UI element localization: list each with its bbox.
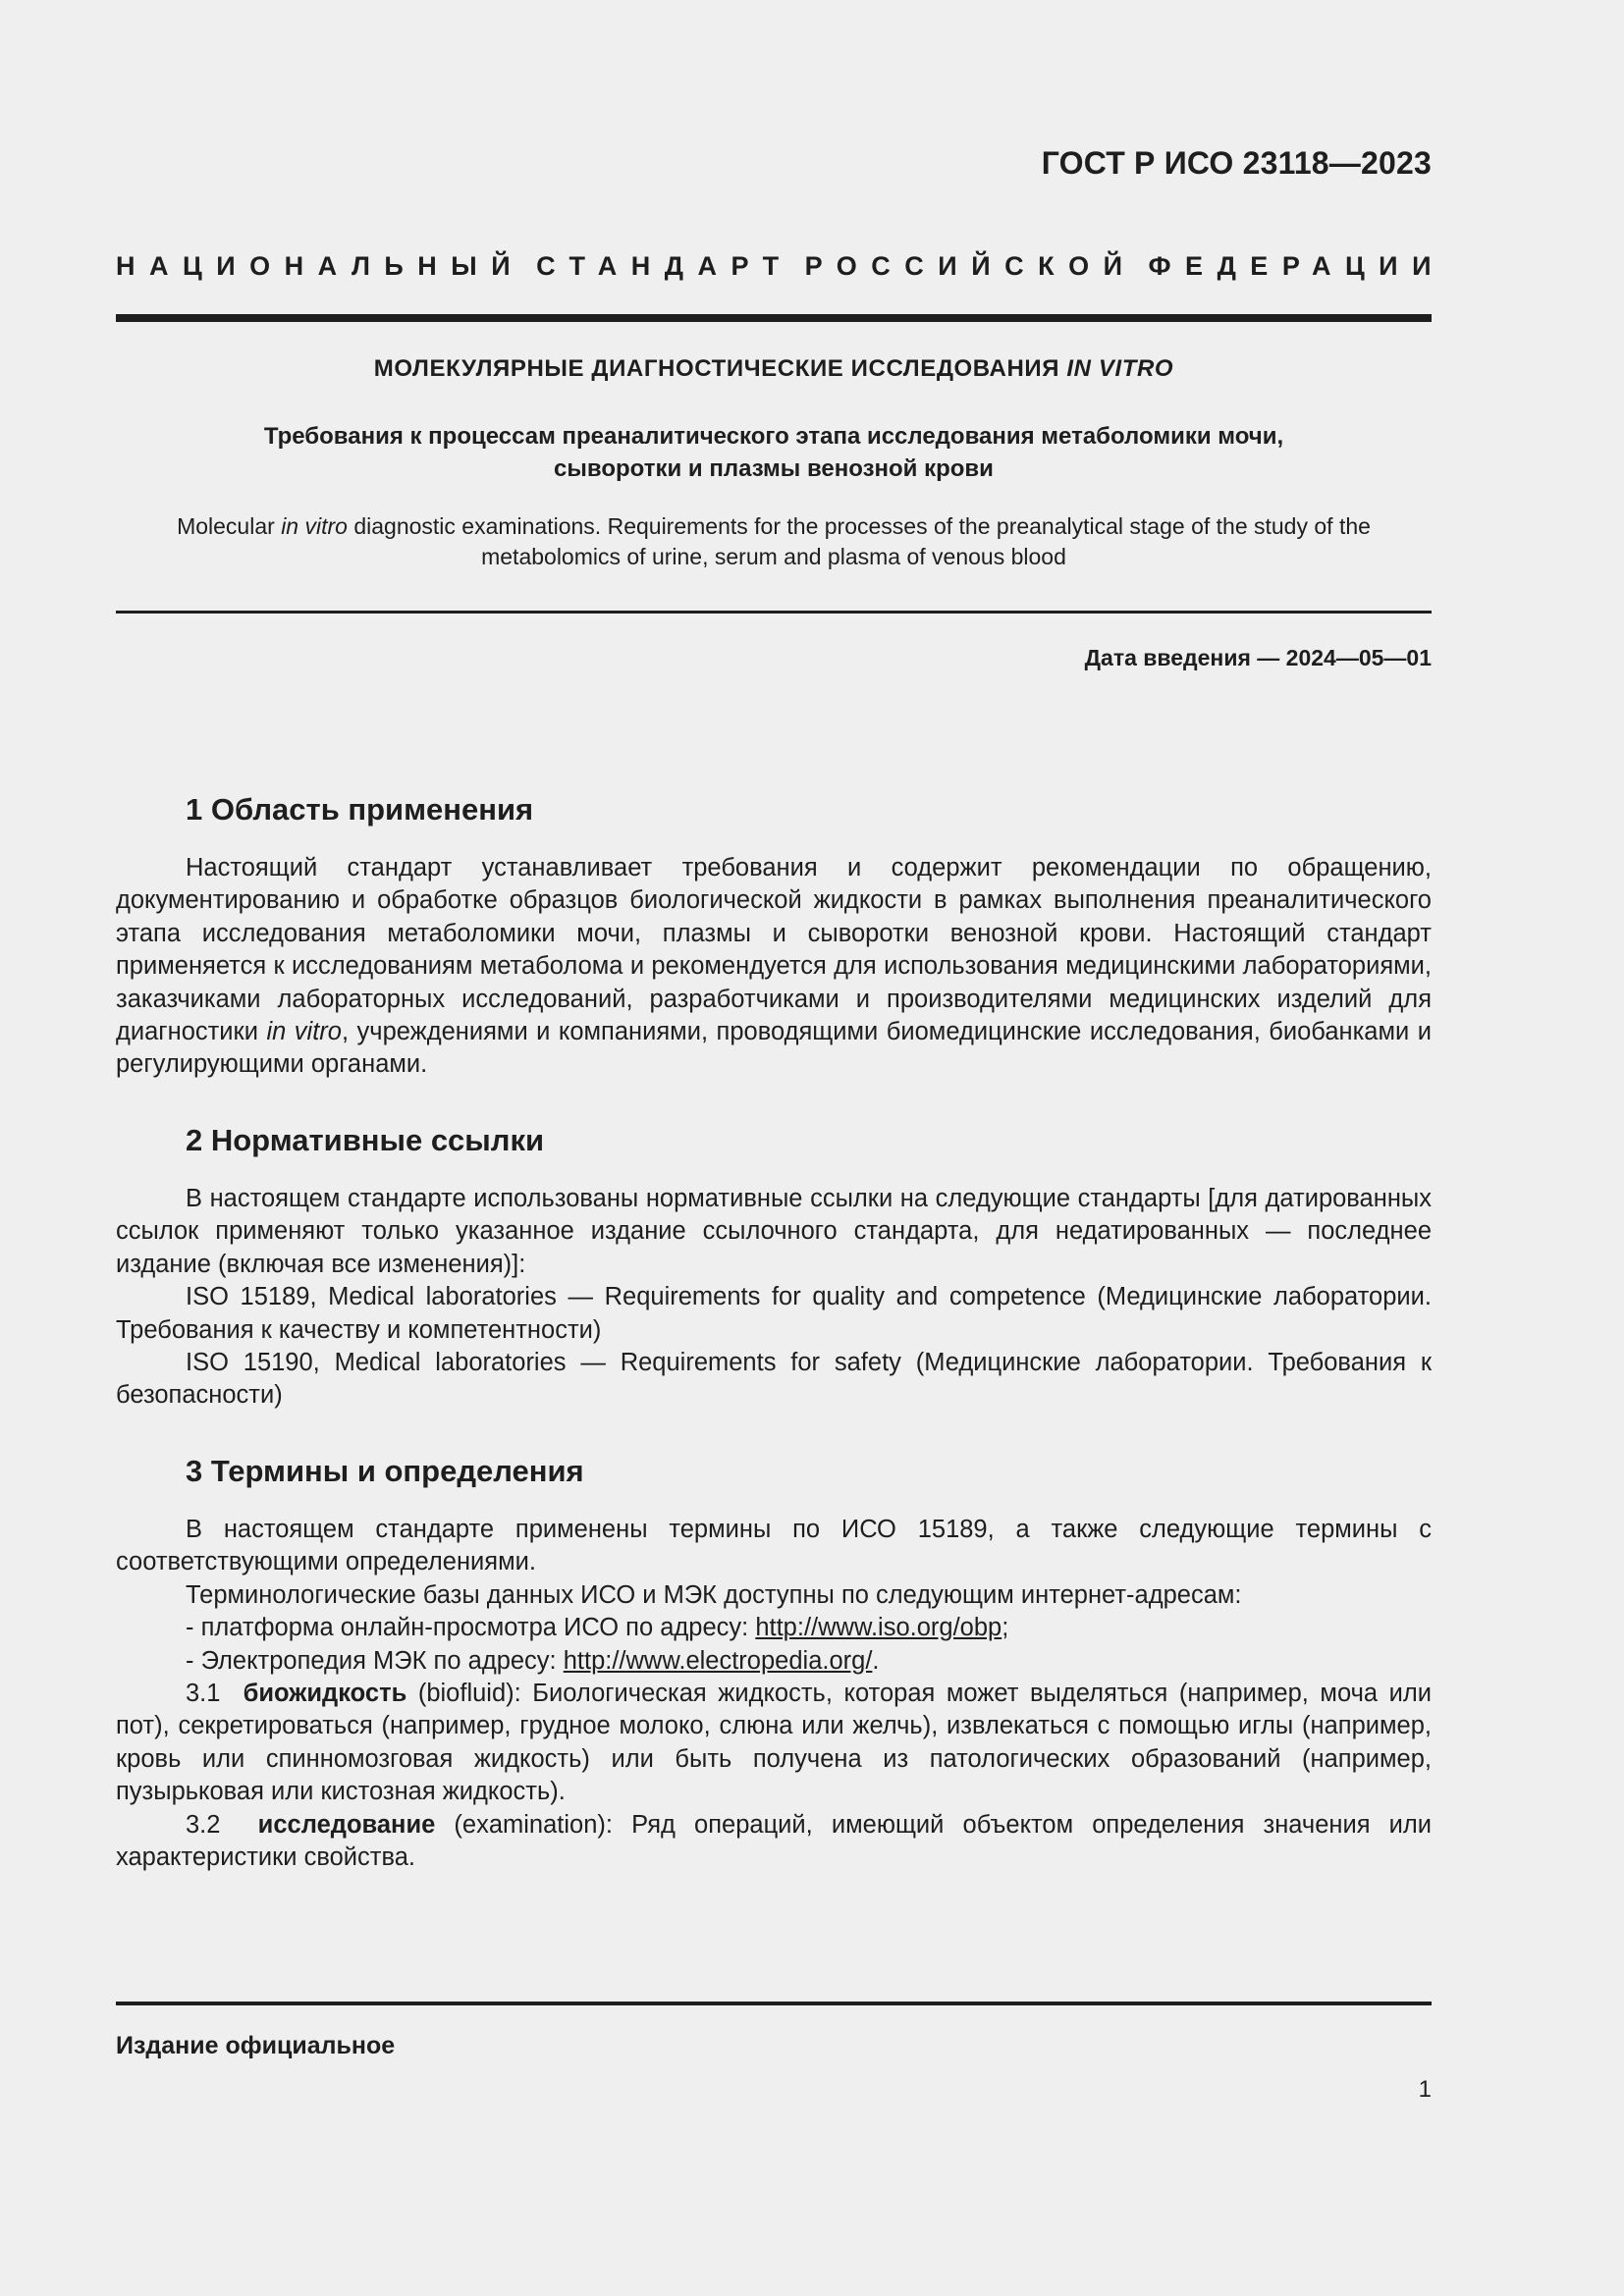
subtitle-en-rest: diagnostic examinations. Requirements for the processes of the preanalytical stage of the study of the (353, 513, 1371, 539)
scope-italic: in vitro (266, 1018, 342, 1046)
term-definition: (biofluid): Биологическая жидкость, которая может выделяться (например, моча или пот), секретироваться (например, грудное молоко, слюна или желчь), извлекаться с помощью иглы (например, кровь или спинномозговая жидкость) или быть получена из патологических образований (например, пузырьковая или кистозная жидкость). (116, 1680, 1432, 1806)
title-italic: IN VITRO (1066, 355, 1174, 382)
refs-intro: В настоящем стандарте использованы нормативные ссылки на следующие стандарты [для датированных ссылок применяют только указанное издание ссылочного стандарта, для недатированных — последнее издание (включая все изменения)]: (116, 1185, 1432, 1278)
terms-db-item-iec (116, 1645, 1432, 1678)
section-scope (116, 790, 1432, 1082)
footer-rule (116, 2002, 1432, 2005)
subtitle-en-italic: in vitro (281, 513, 348, 539)
item-text: - Электропедия МЭК по адресу: (186, 1646, 564, 1675)
section-heading: 2 Нормативные ссылки (186, 1123, 545, 1157)
term-name: исследование (257, 1810, 436, 1839)
official-edition-label: Издание официальное (116, 2032, 396, 2059)
section-heading: 1 Область применения (186, 792, 534, 827)
ref-iso-15189: ISO 15189, Medical laboratories — Requirements for quality and competence (Медицинские лаборатории. Требования к качеству и компетентности) (116, 1283, 1432, 1344)
term-number: 3.2 (186, 1810, 221, 1839)
term-name: биожидкость (243, 1680, 407, 1708)
term-examination (116, 1809, 1432, 1875)
subtitle-line-1: Требования к процессам преаналитического этапа исследования метаболомики мочи, (263, 423, 1284, 450)
document-title (116, 355, 1432, 383)
gost-code: ГОСТ Р ИСО 23118—2023 (1041, 145, 1432, 181)
document-subtitle-ru (116, 420, 1432, 485)
page-number: 1 (1418, 2076, 1432, 2103)
terms-intro: В настоящем стандарте применены термины по ИСО 15189, а также следующие термины с соответствующими определениями. (116, 1516, 1432, 1576)
scope-paragraph (116, 852, 1432, 1082)
section-terms (116, 1452, 1432, 1874)
document-subtitle-en (116, 511, 1432, 572)
term-definition: (examination): Ряд операций, имеющий объектом определения значения или характеристики свойства. (116, 1810, 1433, 1872)
section-normative-refs (116, 1121, 1432, 1413)
intro-date: Дата введения — 2024—05—01 (1084, 645, 1432, 670)
terms-db-item-iso (116, 1612, 1432, 1644)
subtitle-line-2: сыворотки и плазмы венозной крови (554, 455, 994, 482)
item-end: ; (1001, 1614, 1009, 1642)
terms-db-intro: Терминологические базы данных ИСО и МЭК доступны по следующим интернет-адресам: (186, 1580, 1242, 1609)
subtitle-en-prefix: Molecular (177, 513, 275, 539)
top-thick-rule (116, 314, 1432, 322)
iso-obp-link[interactable]: http://www.iso.org/obp (755, 1614, 1002, 1642)
term-biofluid (116, 1678, 1432, 1809)
section-heading: 3 Термины и определения (186, 1454, 584, 1488)
scope-text-a: Настоящий стандарт устанавливает требования и содержит рекомендации по обращению, документированию и обработке образцов биологической жидкости в рамках выполнения преаналитического этапа исследования метаболомики мочи, плазмы и сыворотки венозной крови. Настоящий стандарт применяется к исследованиям метаболома и рекомендуется для использования медицинскими лабораториями, заказчиками лабораторных исследований, разработчиками и производителями медицинских изделий для диагностики (116, 854, 1432, 1046)
scope-text-b: , учреждениями и компаниями, проводящими биомедицинские исследования, биобанками и регулирующими органами. (116, 1018, 1432, 1079)
subtitle-en-line-2: metabolomics of urine, serum and plasma of venous blood (481, 544, 1066, 569)
national-word: НАЦИОНАЛЬНЫЙ (116, 251, 525, 281)
title-main: МОЛЕКУЛЯРНЫЕ ДИАГНОСТИЧЕСКИЕ ИССЛЕДОВАНИЯ (373, 355, 1060, 382)
subtitle-en-line-1 (116, 511, 1432, 542)
national-word: СТАНДАРТ (536, 251, 793, 281)
national-word: ФЕДЕРАЦИИ (1148, 251, 1445, 281)
national-word: РОССИЙСКОЙ (804, 251, 1137, 281)
item-end: . (872, 1646, 880, 1675)
item-text: - платформа онлайн-просмотра ИСО по адресу: (186, 1614, 756, 1642)
ref-iso-15190: ISO 15190, Medical laboratories — Requirements for safety (Медицинские лаборатории. Требования к безопасности) (116, 1349, 1432, 1410)
term-number: 3.1 (186, 1680, 221, 1708)
national-standard-heading (116, 251, 1445, 282)
electropedia-link[interactable]: http://www.electropedia.org/ (563, 1646, 873, 1675)
title-bottom-rule (116, 611, 1432, 614)
